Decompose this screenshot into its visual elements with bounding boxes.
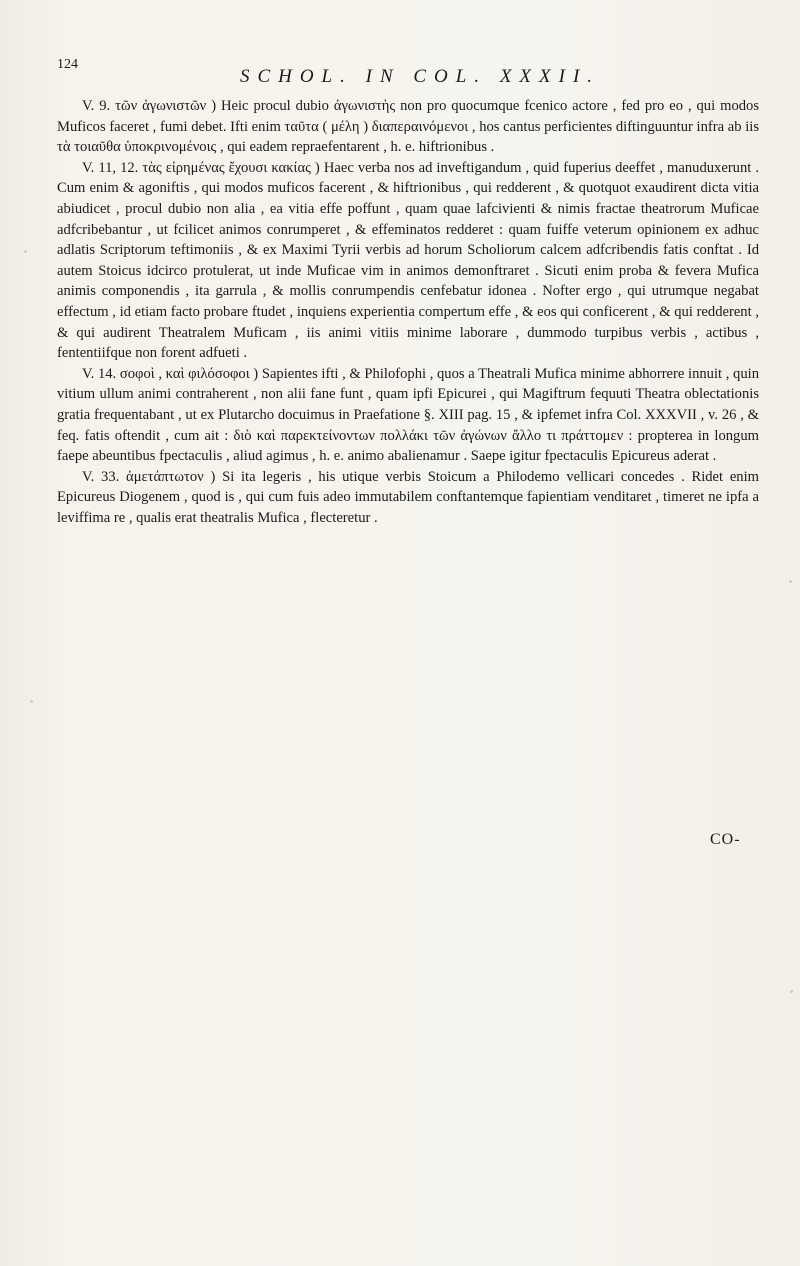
page-number: 124 [57, 57, 78, 72]
running-head: SCHOL. IN COL. XXXII. [239, 66, 601, 87]
catchword: CO- [710, 831, 741, 848]
verse-reference: V. 11, 12. [82, 159, 139, 176]
paper-speck [24, 250, 27, 253]
body-text [57, 96, 759, 528]
paragraph-text: ἀμετάπτωτον ) Si ita legeris , his utique verbis Stoicum a Philodemo vellicari concedes . Ridet enim Epicureus Diogenem , quod is , qui cum fuis adeo immutabilem conftantemque fapientiam venditaret , timeret ne ipfa a leviffima re , qualis erat theatralis Mufica , flecteretur . [57, 468, 759, 526]
paragraph-v9 [57, 96, 759, 158]
paper-speck [789, 580, 792, 583]
paper-speck [790, 990, 793, 993]
verse-reference: V. 33. [82, 468, 120, 485]
paragraph-text: τῶν ἀγωνιστῶν ) Heic procul dubio ἀγωνιστὴς non pro quocumque fcenico actore , fed pro eo , qui modos Muficos faceret , fumi debet. Ifti enim ταῦτα ( μέλη ) διαπεραινόμενοι , hos cantus perficientes diftinguuntur infra ab iis τὰ τοιαῦθα ὑποκρινομένοις , qui eadem repraefentarent , h. e. hiftrionibus . [57, 98, 760, 156]
verse-reference: V. 9. [82, 98, 111, 114]
paragraph-v33 [57, 467, 759, 529]
paper-speck [30, 700, 33, 703]
paragraph-v11-12 [57, 158, 759, 364]
paragraph-text: τὰς εἰρημένας ἔχουσι κακίας ) Haec verba nos ad inveftigandum , quid fuperius deeffet , manuduxerunt . Cum enim & agoniftis , qui modos muficos facerent , & hiftrionibus , qui redderent , & quotquot exaudirent dicta vitia abiudicet , procul dubio non alia , ea vitia effe poffunt , quam quae lafcivienti & nimis fractae theatrorum Muficae adfcribebantur , ut fcilicet animos conrumperet , & effeminatos redderet : quam fuiffe veterum opinionem ex adhuc adlatis Scriptorum teftimoniis , & ex Maximi Tyrii verbis ad horum Scholiorum calcem adfcribendis fatis conftat . Id autem Stoicus idcirco protulerat, ut inde Muficae vim in animos demonftraret . Sicuti enim proba & fevera Mufica animis componendis , ita garrula , & mollis conrumpendis cenfebatur idonea . Nofter ergo , qui utrumque negabat effectum , id etiam facto probare ftudet , inquiens experientia compertum effe , & eos qui conficerent , & qui redderent , & qui audirent Theatralem Muficam , iis animi vitiis minime laborare , dummodo turpibus verbis , actibus , fententiifque non forent adfueti . [57, 159, 760, 362]
paragraph-v14 [57, 364, 759, 467]
paragraph-text: σοφοὶ , καὶ φιλόσοφοι ) Sapientes ifti , & Philofophi , quos a Theatrali Mufica minime abhorrere innuit , quin vitium ullum animi contraherent , non alii fane funt , quam ipfi Epicurei , qui Magiftrum fequuti Theatra oblectationis gratia frequentabant , ut ex Plutarcho docuimus in Praefatione §. XIII pag. 15 , & ipfemet infra Col. XXXVII , v. 26 , & feq. fatis oftendit , cum ait : διὸ καὶ παρεκτείνοντων πολλάκι τῶν ἀγώνων ἄλλο τι πράττομεν : propterea in longum faepe abeuntibus fpectaculis , aliud agimus , h. e. animo abalienamur . Saepe igitur fpectaculis Epicureus aderat . [57, 365, 759, 465]
verse-reference: V. 14. [82, 365, 117, 382]
